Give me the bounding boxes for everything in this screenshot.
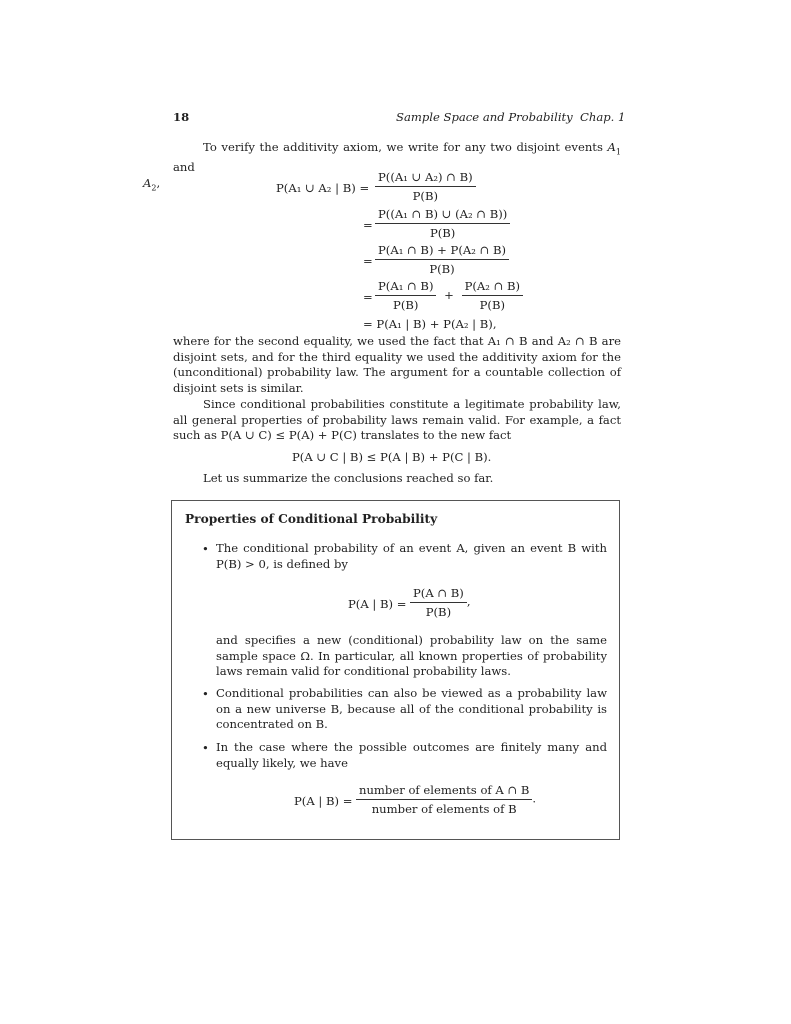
where-paragraph: where for the second equality, we used the fact that A₁ ∩ B and A₂ ∩ B are disjoint sets, and for the third equality we used the additivity axiom for the (unconditional) probability law. The argument for a countable collection of disjoint sets is similar. bbox=[173, 334, 621, 395]
derivation-lhs: P(A₁ ∪ A₂ | B) = bbox=[276, 181, 370, 195]
item1-denominator: P(B) bbox=[425, 605, 452, 619]
item3-numerator: number of elements of A ∩ B bbox=[356, 783, 532, 800]
item1-numerator: P(A ∩ B) bbox=[410, 586, 467, 603]
bullet-2: • bbox=[202, 687, 209, 701]
line2-numerator: P((A₁ ∩ B) ∪ (A₂ ∩ B)) bbox=[375, 207, 510, 224]
derivation-line1 bbox=[375, 170, 476, 203]
line2-denominator: P(B) bbox=[429, 226, 456, 240]
item1-fraction bbox=[410, 586, 467, 619]
derivation-line2 bbox=[375, 207, 510, 240]
box-title: Properties of Conditional Probability bbox=[185, 512, 438, 526]
item3-fraction bbox=[356, 783, 532, 816]
derivation-line3 bbox=[375, 243, 509, 276]
fact-equation: P(A ∪ C | B) ≤ P(A | B) + P(C | B). bbox=[292, 450, 492, 464]
line1-numerator: P((A₁ ∪ A₂) ∩ B) bbox=[375, 170, 476, 187]
derivation-line5: = P(A₁ | B) + P(A₂ | B), bbox=[363, 317, 497, 331]
item3-text: In the case where the possible outcomes are finitely many and equally likely, we have bbox=[216, 740, 607, 770]
chapter-label: Chap. 1 bbox=[580, 110, 626, 124]
running-title: Sample Space and Probability bbox=[396, 110, 573, 124]
derivation-line4-term1 bbox=[375, 279, 436, 312]
item1-continued: and specifies a new (conditional) probability law on the same sample space Ω. In particular, all known properties of probability laws remain valid for conditional probability laws. bbox=[216, 633, 607, 679]
line4-numerator-a: P(A₁ ∩ B) bbox=[375, 279, 436, 296]
line4-denominator-a: P(B) bbox=[393, 298, 419, 312]
bullet-3: • bbox=[202, 741, 209, 755]
item3-eq-lhs: P(A | B) = bbox=[294, 794, 353, 808]
item2-text: Conditional probabilities can also be viewed as a probability law on a new universe B, because all of the conditional probability is concentrated on B. bbox=[216, 686, 607, 732]
line1-denominator: P(B) bbox=[412, 189, 438, 203]
line4-numerator-b: P(A₂ ∩ B) bbox=[462, 279, 523, 296]
item1-eq-lhs: P(A | B) = bbox=[348, 597, 407, 611]
item1-text: The conditional probability of an event A, given an event B with P(B) > 0, is defined by bbox=[216, 541, 607, 571]
item3-denominator: number of elements of B bbox=[371, 802, 517, 816]
page-number: 18 bbox=[173, 110, 190, 124]
bullet-1: • bbox=[202, 542, 209, 556]
line3-denominator: P(B) bbox=[429, 262, 455, 276]
derivation-line4-term2 bbox=[462, 279, 523, 312]
intro-text: To verify the additivity axiom, we write for any two disjoint events bbox=[203, 140, 608, 154]
line4-denominator-b: P(B) bbox=[479, 298, 505, 312]
intro-paragraph: To verify the additivity axiom, we write for any two disjoint events $A_1$ and $A_2$, bbox=[143, 140, 621, 192]
intro-and: and bbox=[173, 159, 195, 174]
since-paragraph: Since conditional probabilities constitute a legitimate probability law, all general properties of probability laws remain valid. For example, a fact such as P(A ∪ C) ≤ P(A) + P(C) translates to the new fact bbox=[173, 397, 621, 443]
line3-numerator: P(A₁ ∩ B) + P(A₂ ∩ B) bbox=[375, 243, 509, 260]
summarize-paragraph: Let us summarize the conclusions reached so far. bbox=[203, 471, 494, 485]
